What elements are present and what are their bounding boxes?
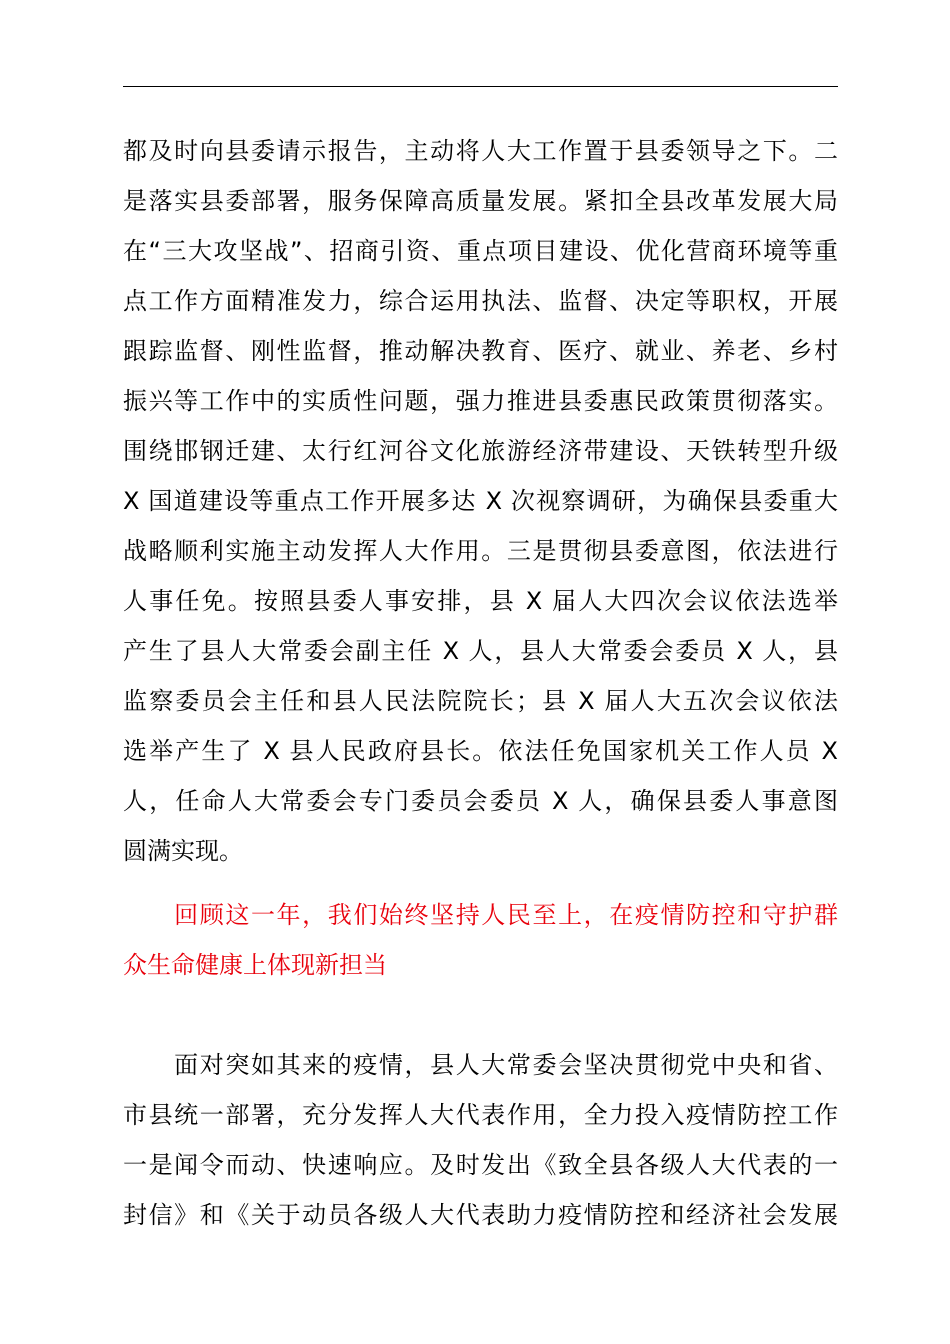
header-rule xyxy=(123,86,838,87)
text-line: 选举产生了 X 县人民政府县长。依法任免国家机关工作人员 X xyxy=(123,737,838,765)
text-line: 人事任免。按照县委人事安排，县 X 届人大四次会议依法选举 xyxy=(123,587,838,615)
paragraph-epidemic-response xyxy=(123,1040,838,1240)
heading-line: 回顾这一年，我们始终坚持人民至上，在疫情防控和守护群 xyxy=(123,901,838,929)
section-heading xyxy=(123,890,838,990)
paragraph-personnel-appointments xyxy=(123,126,838,876)
text-line: 市县统一部署，充分发挥人大代表作用，全力投入疫情防控工作 xyxy=(123,1101,838,1129)
text-line: 都及时向县委请示报告，主动将人大工作置于县委领导之下。二 xyxy=(123,137,838,165)
text-line: 面对突如其来的疫情，县人大常委会坚决贯彻党中央和省、 xyxy=(123,1051,838,1079)
text-line: X 国道建设等重点工作开展多达 X 次视察调研，为确保县委重大 xyxy=(123,487,838,515)
text-line: 圆满实现。 xyxy=(123,837,243,865)
heading-line: 众生命健康上体现新担当 xyxy=(123,951,387,979)
text-line: 振兴等工作中的实质性问题，强力推进县委惠民政策贯彻落实。 xyxy=(123,387,838,415)
text-line: 点工作方面精准发力，综合运用执法、监督、决定等职权，开展 xyxy=(123,287,838,315)
text-line: 围绕邯钢迁建、太行红河谷文化旅游经济带建设、天铁转型升级 xyxy=(123,437,838,465)
text-line: 人，任命人大常委会专门委员会委员 X 人，确保县委人事意图 xyxy=(123,787,838,815)
text-line: 封信》和《关于动员各级人大代表助力疫情防控和经济社会发展 xyxy=(123,1201,838,1229)
text-line: 是落实县委部署，服务保障高质量发展。紧扣全县改革发展大局 xyxy=(123,187,838,215)
text-line: 产生了县人大常委会副主任 X 人，县人大常委会委员 X 人，县 xyxy=(123,637,838,665)
text-line: 跟踪监督、刚性监督，推动解决教育、医疗、就业、养老、乡村 xyxy=(123,337,838,365)
text-line: 战略顺利实施主动发挥人大作用。三是贯彻县委意图，依法进行 xyxy=(123,537,838,565)
text-line: 在“三大攻坚战”、招商引资、重点项目建设、优化营商环境等重 xyxy=(123,237,838,265)
text-line: 监察委员会主任和县人民法院院长；县 X 届人大五次会议依法 xyxy=(123,687,838,715)
text-line: 一是闻令而动、快速响应。及时发出《致全县各级人大代表的一 xyxy=(123,1151,838,1179)
